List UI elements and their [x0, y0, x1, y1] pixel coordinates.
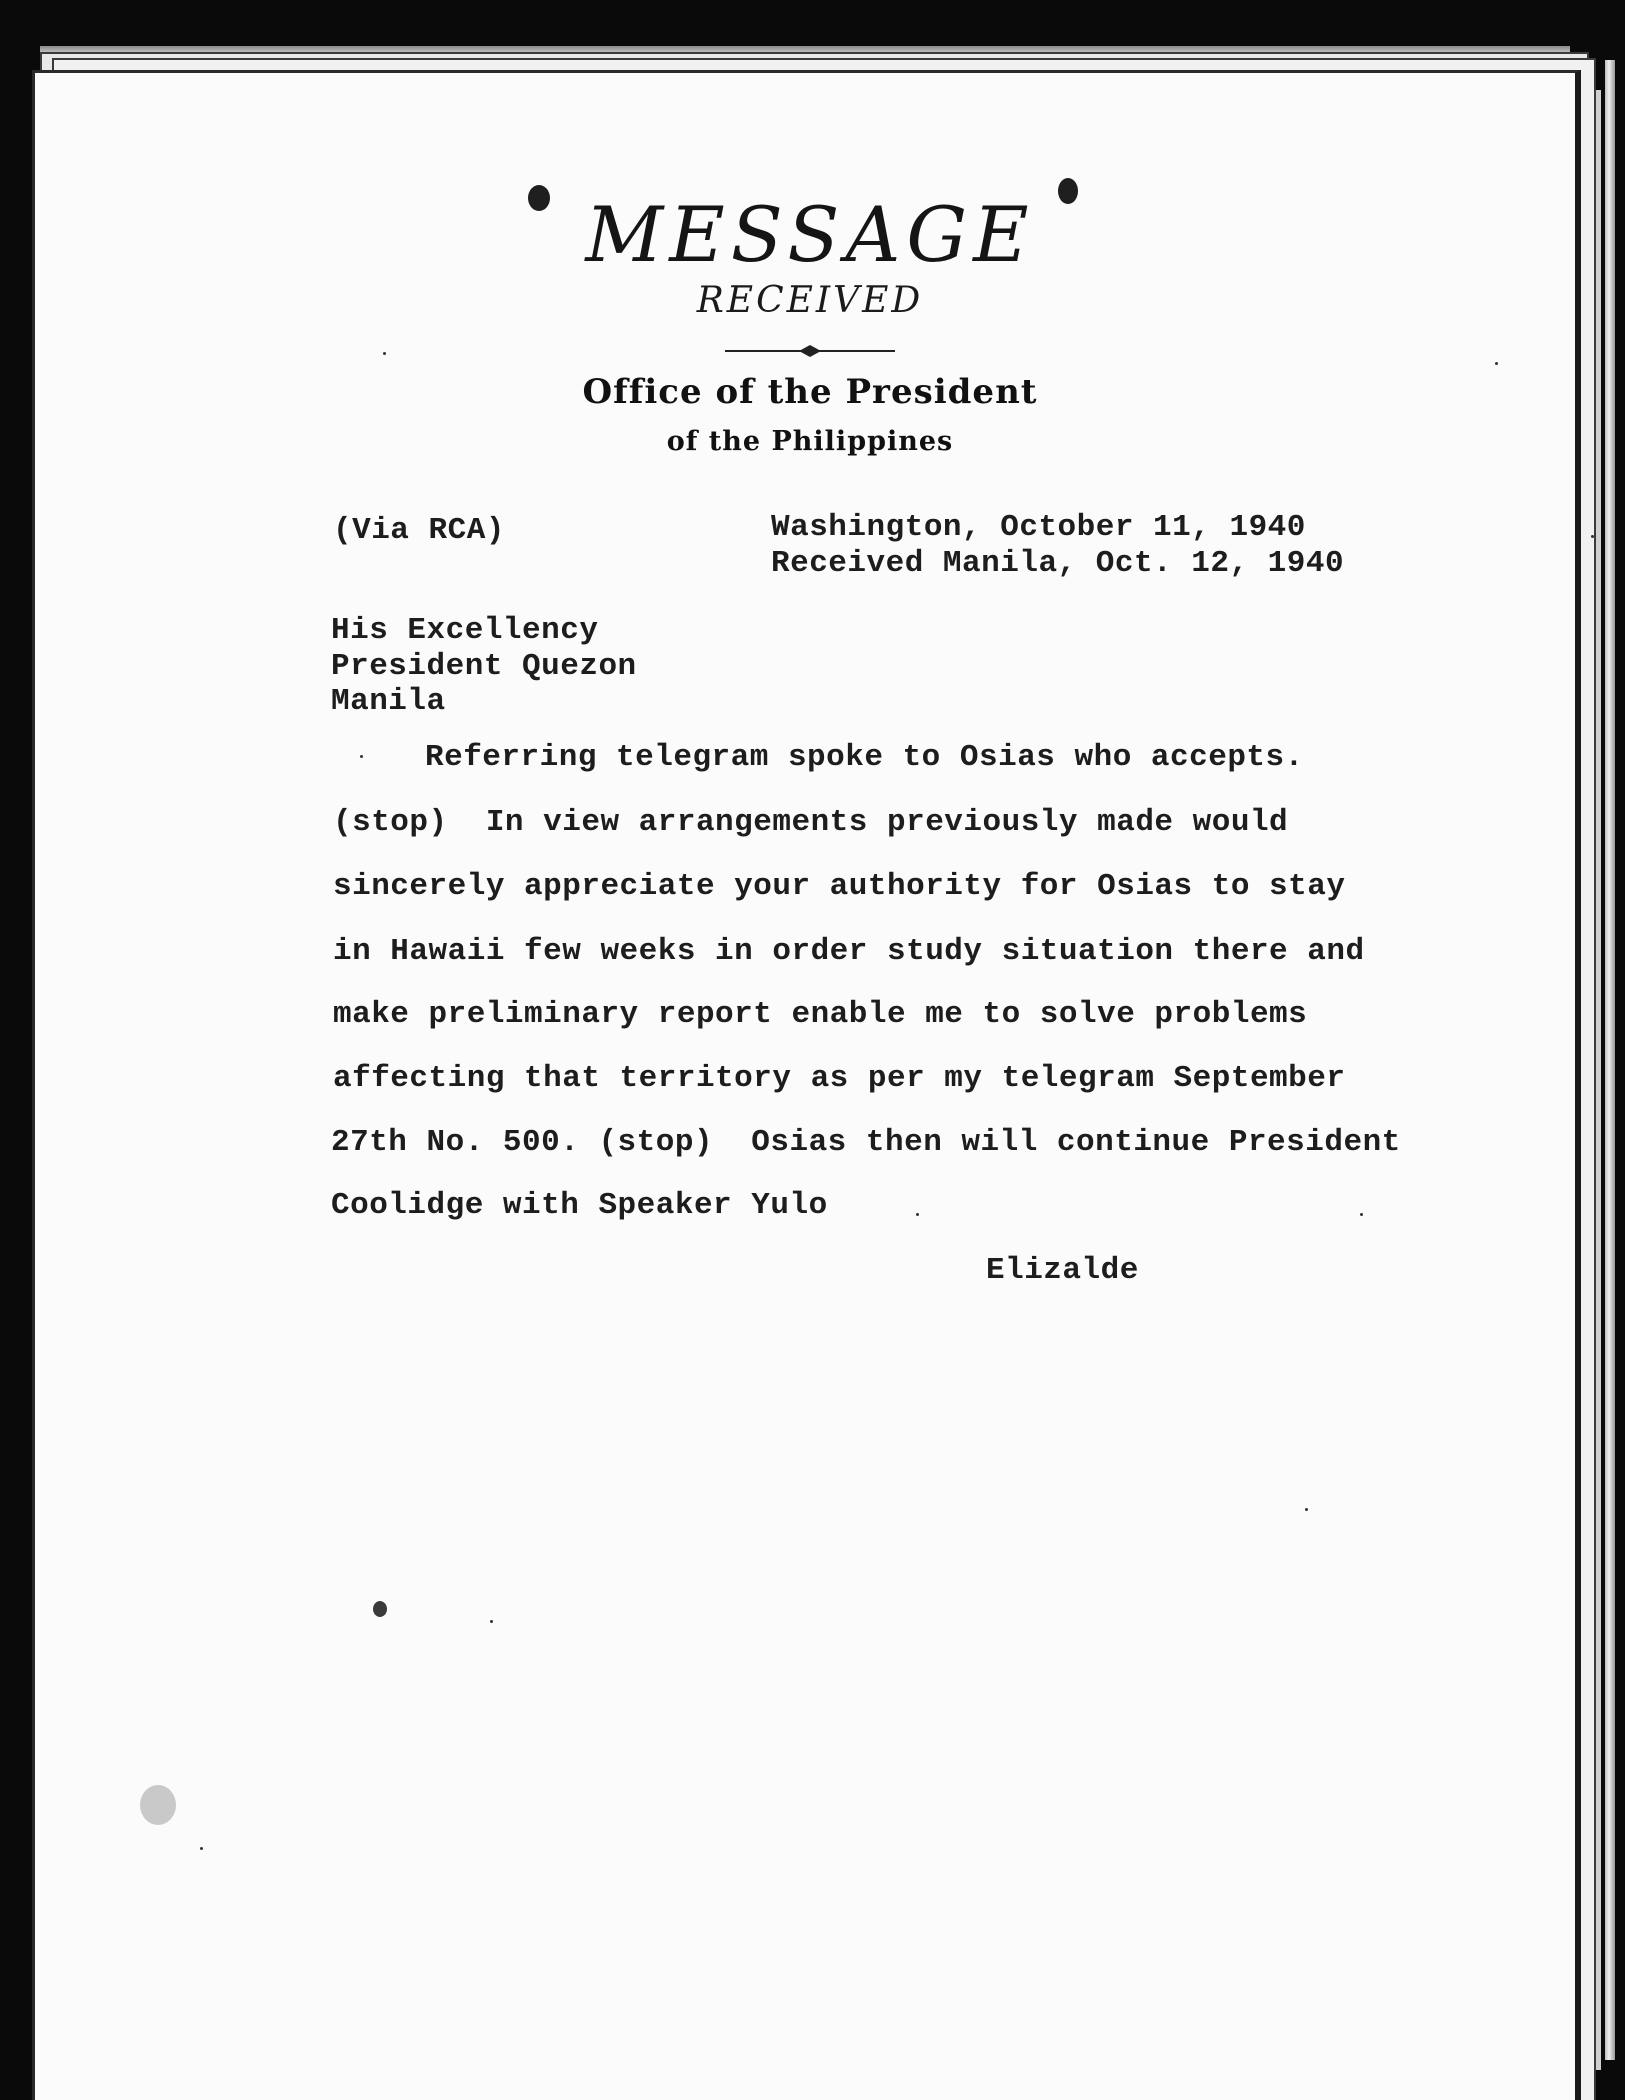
office-name: Office of the President: [582, 372, 1038, 412]
smudge: [140, 1785, 176, 1825]
letterhead-subtitle: RECEIVED: [696, 280, 924, 321]
dust-speck: [916, 1213, 919, 1216]
body-line: Referring telegram spoke to Osias who accepts.: [425, 740, 1304, 775]
dust-speck: [360, 755, 363, 758]
dust-speck: [1495, 362, 1498, 365]
dust-speck: [200, 1847, 203, 1850]
body-line: sincerely appreciate your authority for Osias to stay: [333, 869, 1346, 904]
body-line: 27th No. 500. (stop) Osias then will continue President: [331, 1125, 1401, 1160]
office-country: of the Philippines: [666, 426, 954, 457]
dust-speck: [1305, 1508, 1308, 1511]
body-line: make preliminary report enable me to solve problems: [333, 997, 1308, 1032]
addressee-line: His Excellency: [331, 613, 599, 648]
dust-speck: [1360, 1213, 1363, 1216]
received-date-line: Received Manila, Oct. 12, 1940: [771, 546, 1345, 581]
addressee-line: President Quezon: [331, 649, 637, 684]
body-line: affecting that territory as per my telegram September: [333, 1061, 1346, 1096]
sent-date-line: Washington, October 11, 1940: [771, 510, 1306, 545]
addressee-line: Manila: [331, 684, 446, 719]
via-line: (Via RCA): [333, 513, 505, 548]
dust-speck: [1591, 535, 1594, 538]
letterhead-title: MESSAGE: [585, 190, 1035, 279]
body-line: (stop) In view arrangements previously made would: [333, 805, 1289, 840]
body-line: Coolidge with Speaker Yulo: [331, 1188, 828, 1223]
ornament-divider: [725, 344, 895, 358]
signature: Elizalde: [986, 1253, 1139, 1288]
dust-speck: [490, 1620, 493, 1623]
stacked-page-edges: [1605, 60, 1615, 2060]
dust-speck: [383, 352, 386, 355]
body-line: in Hawaii few weeks in order study situation there and: [333, 934, 1365, 969]
ink-spot: [373, 1601, 387, 1617]
